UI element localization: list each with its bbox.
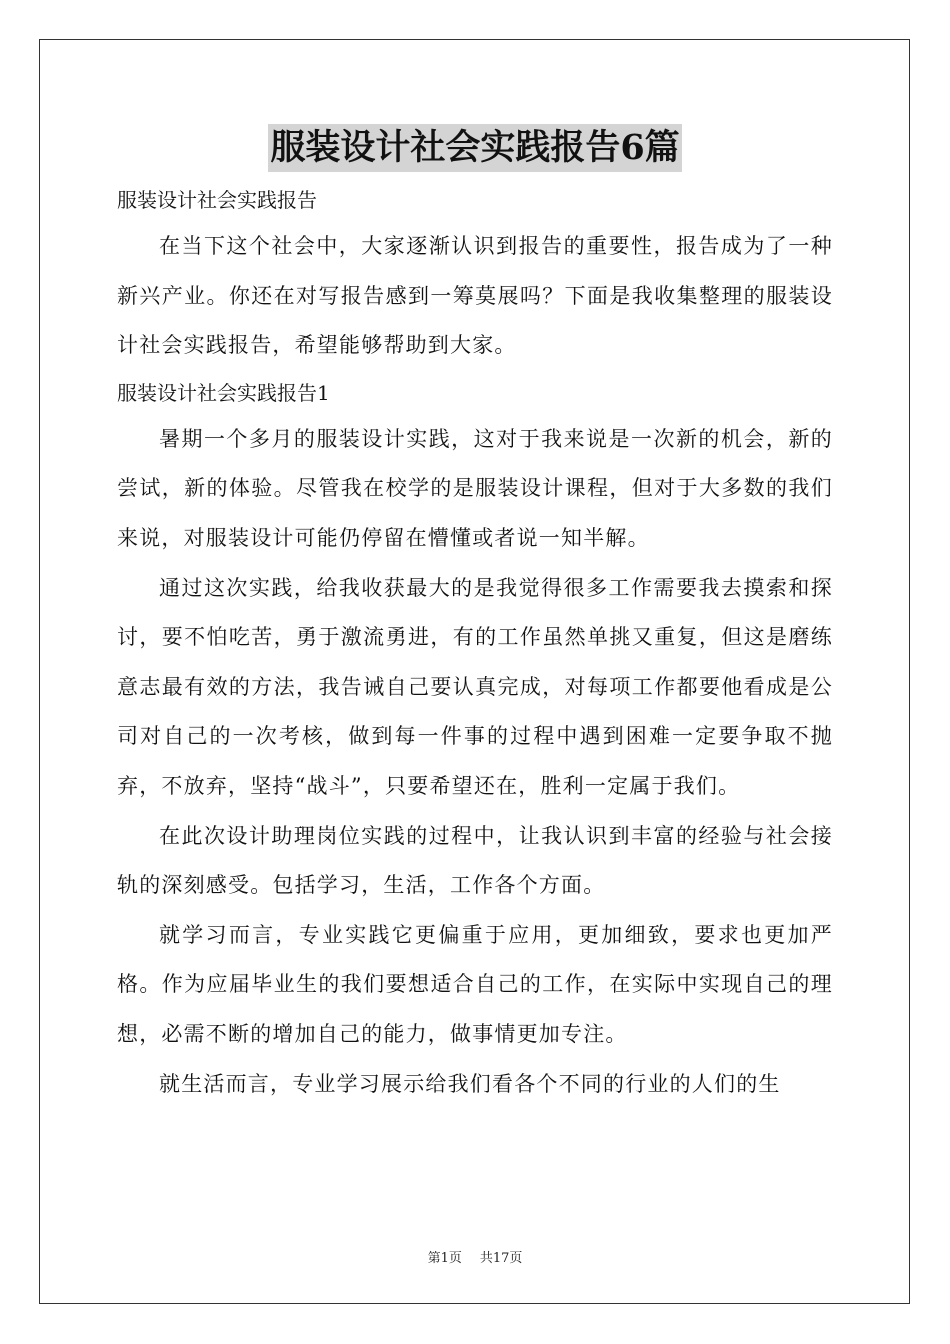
title-area (0, 124, 950, 172)
body-paragraph: 通过这次实践，给我收获最大的是我觉得很多工作需要我去摸索和探讨，要不怕吃苦，勇于激流勇进，有的工作虽然单挑又重复，但这是磨练意志最有效的方法，我告诫自己要认真完成，对每项工作都要他看成是公司对自己的一次考核，做到每一件事的过程中遇到困难一定要争取不抛弃，不放弃，坚持“战斗”，只要希望还在，胜利一定属于我们。 (117, 575, 833, 798)
section-heading: 服装设计社会实践报告1 (117, 380, 330, 405)
document-title: 服装设计社会实践报告6篇 (268, 124, 681, 172)
intro-paragraph: 在当下这个社会中，大家逐渐认识到报告的重要性，报告成为了一种新兴产业。你还在对写报告感到一筹莫展吗？下面是我收集整理的服装设计社会实践报告，希望能够帮助到大家。 (117, 234, 833, 358)
body-paragraph: 就生活而言，专业学习展示给我们看各个不同的行业的人们的生 (159, 1071, 781, 1096)
intro-heading: 服装设计社会实践报告 (117, 188, 317, 212)
page-footer (0, 1247, 950, 1266)
document-body (117, 178, 833, 1109)
page-total: 共17页 (479, 1251, 523, 1266)
body-paragraph: 就学习而言，专业实践它更偏重于应用，更加细致，要求也更加严格。作为应届毕业生的我们要想适合自己的工作，在实际中实现自己的理想，必需不断的增加自己的能力，做事情更加专注。 (117, 922, 833, 1046)
body-paragraph: 暑期一个多月的服装设计实践，这对于我来说是一次新的机会，新的尝试，新的体验。尽管我在校学的是服装设计课程，但对于大多数的我们来说，对服装设计可能仍停留在懵懂或者说一知半解。 (117, 426, 833, 550)
page-number: 第1页 (427, 1251, 462, 1266)
body-paragraph: 在此次设计助理岗位实践的过程中，让我认识到丰富的经验与社会接轨的深刻感受。包括学习，生活，工作各个方面。 (117, 823, 833, 898)
